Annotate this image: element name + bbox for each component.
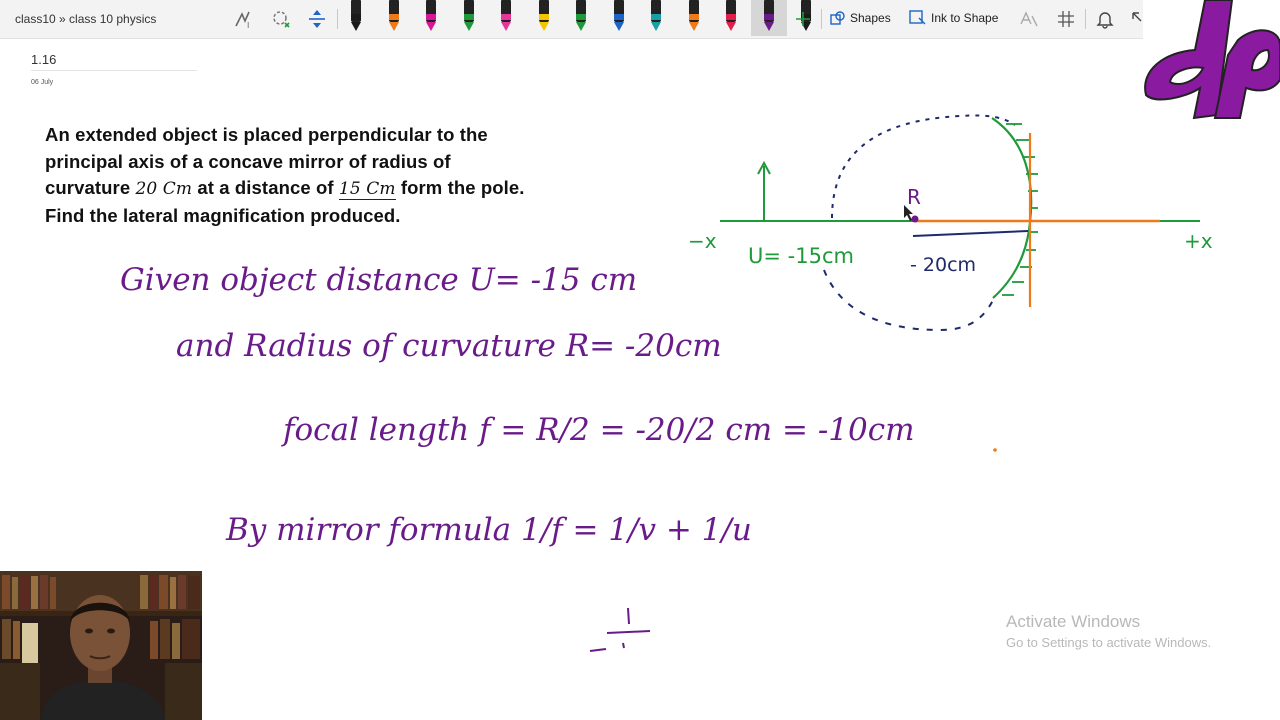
activate-windows-subtitle: Go to Settings to activate Windows. [1006,635,1212,650]
center-of-curvature-point [912,216,919,223]
label-R: R [907,185,921,209]
ink-to-shape-label: Ink to Shape [931,11,999,25]
mirror-diagram [688,115,1213,330]
focal-length-line: focal length f = R/2 = -20/2 cm = -10cm [283,412,915,448]
label-minus-20cm: - 20cm [910,254,977,276]
dotted-circle-bottom [824,270,995,330]
label-plus-x: +x [1184,229,1213,253]
partial-fraction [590,608,650,651]
question-line-1: An extended object is placed perpendicular to the [45,124,488,145]
radius-value: 20 Cm [135,179,193,199]
webcam-overlay [0,571,202,720]
mirror-formula-line: By mirror formula 1/f = 1/v + 1/u [226,512,752,548]
radius-line-text: and Radius of curvature R= -20cm [176,328,722,364]
dotted-circle-top [832,115,1015,218]
stray-dot [993,448,997,452]
question-line-4: Find the lateral magnification produced. [45,204,401,226]
presenter-video [0,571,202,720]
question-line-2: principal axis of a concave mirror of radius of [45,150,451,172]
label-u: U= -15cm [748,244,854,268]
given-line: Given object distance U= -15 cm [120,262,638,298]
question-line-3: curvature 20 Cm at a distance of 15 Cm form the pole. [45,177,525,199]
page-title[interactable]: 1.16 [31,52,57,67]
svg-text:I: I [247,21,250,30]
channel-logo [1145,0,1280,118]
radius-line [913,231,1028,236]
handwritten-solution [120,262,915,548]
breadcrumb[interactable]: class10 » class 10 physics [15,12,157,26]
shapes-label: Shapes [850,11,891,25]
activate-windows-title: Activate Windows [1006,612,1141,631]
distance-value: 15 Cm [338,179,396,199]
concave-mirror [992,118,1031,298]
page-date: 06 July [31,79,54,86]
label-minus-x: −x [688,229,717,253]
